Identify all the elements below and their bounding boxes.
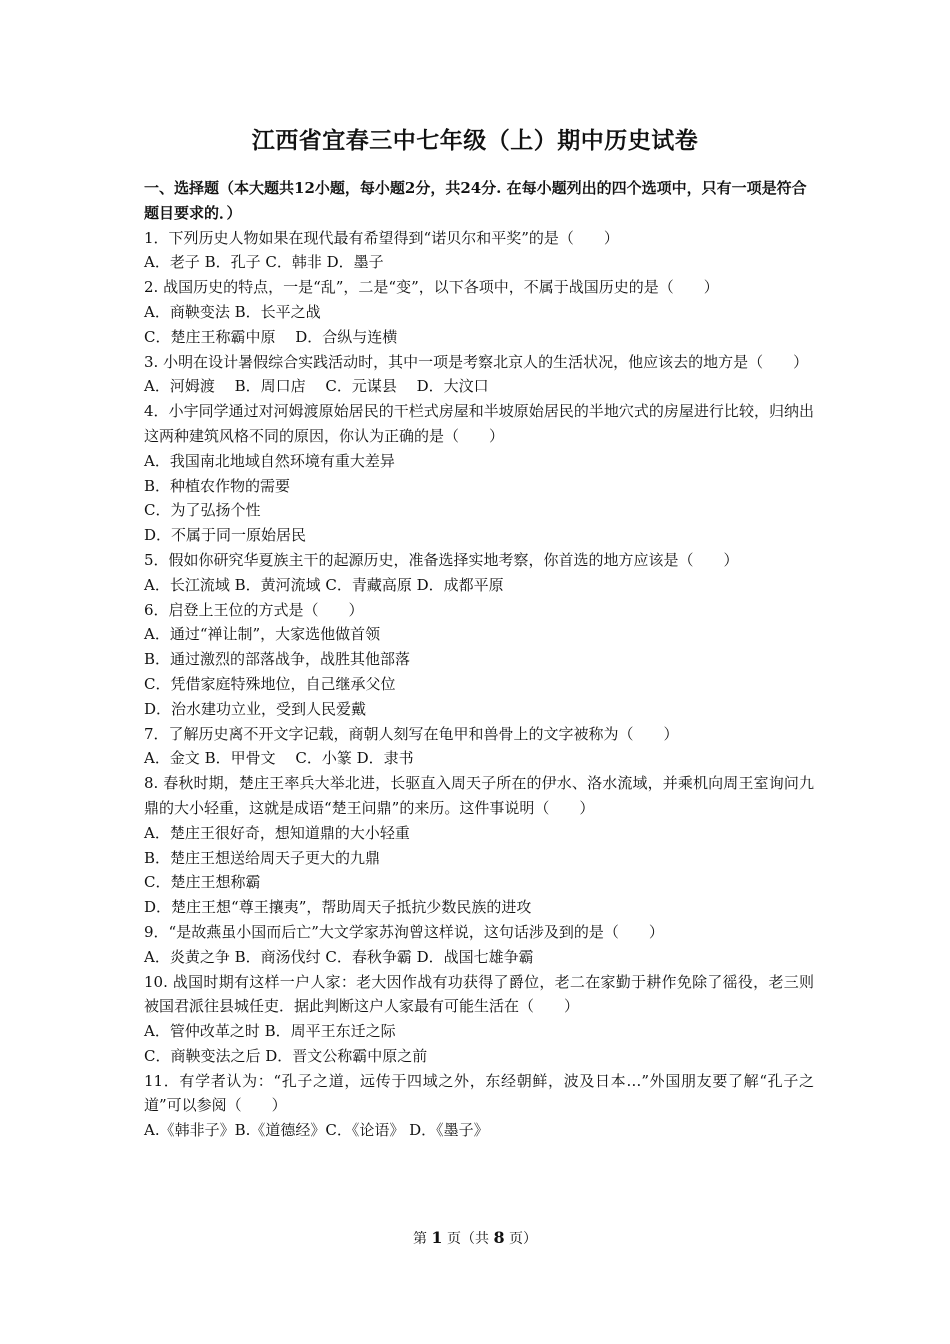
- question-line: 1．下列历史人物如果在现代最有希望得到“诺贝尔和平奖”的是（ ）: [144, 228, 619, 247]
- option-line: B．楚庄王想送给周天子更大的九鼎: [144, 848, 381, 867]
- option-line: C．凭借家庭特殊地位，自己继承父位: [144, 674, 396, 693]
- question-line: 7．了解历史离不开文字记载，商朝人刻写在龟甲和兽骨上的文字被称为（ ）: [144, 724, 679, 743]
- footer-suffix: 页）: [509, 1231, 538, 1247]
- option-line: A．老子 B．孔子 C．韩非 D．墨子: [144, 253, 384, 272]
- option-line: C．为了弘扬个性: [144, 501, 261, 520]
- question-line: 8. 春秋时期，楚庄王率兵大举北进，长驱直入周天子所在的伊水、洛水流域，并乘机向周王室询问九鼎的大小轻重，这就是成语“楚王问鼎”的来历。这件事说明（ ）: [144, 774, 814, 817]
- option-line: C．楚庄王称霸中原 D．合纵与连横: [144, 327, 398, 346]
- option-line: A．管仲改革之时 B．周平王东迁之际: [144, 1022, 396, 1041]
- option-line: D．治水建功立业，受到人民爱戴: [144, 699, 367, 718]
- footer-total-pages: 8: [493, 1228, 505, 1247]
- option-line: B．种植农作物的需要: [144, 476, 291, 495]
- option-line: C．商鞅变法之后 D．晋文公称霸中原之前: [144, 1046, 428, 1065]
- option-line: D．不属于同一原始居民: [144, 526, 307, 545]
- option-line: A．长江流域 B．黄河流域 C．青藏高原 D．成都平原: [144, 575, 504, 594]
- option-line: A．炎黄之争 B．商汤伐纣 C．春秋争霸 D．战国七雄争霸: [144, 947, 534, 966]
- footer-prefix: 第: [412, 1231, 427, 1247]
- option-line: B．通过激烈的部落战争，战胜其他部落: [144, 650, 411, 669]
- footer-middle: 页（共: [447, 1231, 489, 1247]
- question-line: 4．小宇同学通过对河姆渡原始居民的干栏式房屋和半坡原始居民的半地穴式的房屋进行比较，归纳出这两种建筑风格不同的原因，你认为正确的是（ ）: [144, 402, 814, 445]
- option-line: D．楚庄王想“尊王攘夷”，帮助周天子抵抗少数民族的进攻: [144, 898, 532, 917]
- page-title: 江西省宜春三中七年级（上）期中历史试卷: [251, 127, 699, 154]
- question-line: 11．有学者认为：“孔子之道，远传于四域之外，东经朝鲜，波及日本…”外国朋友要了解“孔子之道”可以参阅（ ）: [144, 1071, 814, 1115]
- footer-page-number: 1: [431, 1228, 443, 1247]
- question-line: 6．启登上王位的方式是（ ）: [144, 600, 364, 619]
- page-footer: [0, 1228, 950, 1248]
- option-line: A．金文 B．甲骨文 C．小篆 D．隶书: [144, 749, 414, 768]
- section-header: 一、选择题（本大题共12小题，每小题2分，共24分. 在每小题列出的四个选项中，只有一项是符合题目要求的．）: [144, 179, 807, 222]
- question-line: 9．“是故燕虽小国而后亡”大文学家苏洵曾这样说，这句话涉及到的是（ ）: [144, 922, 664, 941]
- question-line: 10. 战国时期有这样一户人家：老大因作战有功获得了爵位，老二在家勤于耕作免除了徭役，老三则被国君派往县城任吏．据此判断这户人家最有可能生活在（ ）: [144, 972, 814, 1016]
- option-line: A．商鞅变法 B．长平之战: [144, 302, 321, 321]
- option-line: A．我国南北地域自然环境有重大差异: [144, 451, 395, 470]
- question-line: 2. 战国历史的特点，一是“乱”，二是“变”，以下各项中，不属于战国历史的是（ ）: [144, 278, 719, 297]
- option-line: A．楚庄王很好奇，想知道鼎的大小轻重: [144, 823, 410, 842]
- option-line: C．楚庄王想称霸: [144, 873, 261, 892]
- question-line: 3. 小明在设计暑假综合实践活动时，其中一项是考察北京人的生活状况，他应该去的地方是（ ）: [144, 352, 809, 371]
- question-content: [144, 176, 814, 1143]
- option-line: A．通过“禅让制”，大家选他做首领: [144, 625, 381, 644]
- question-line: 5．假如你研究华夏族主干的起源历史，准备选择实地考察，你首选的地方应该是（ ）: [144, 550, 739, 569]
- option-line: A.《韩非子》B.《道德经》C．《论语》 D．《墨子》: [144, 1121, 489, 1140]
- option-line: A．河姆渡 B．周口店 C．元谋县 D．大汶口: [144, 377, 489, 396]
